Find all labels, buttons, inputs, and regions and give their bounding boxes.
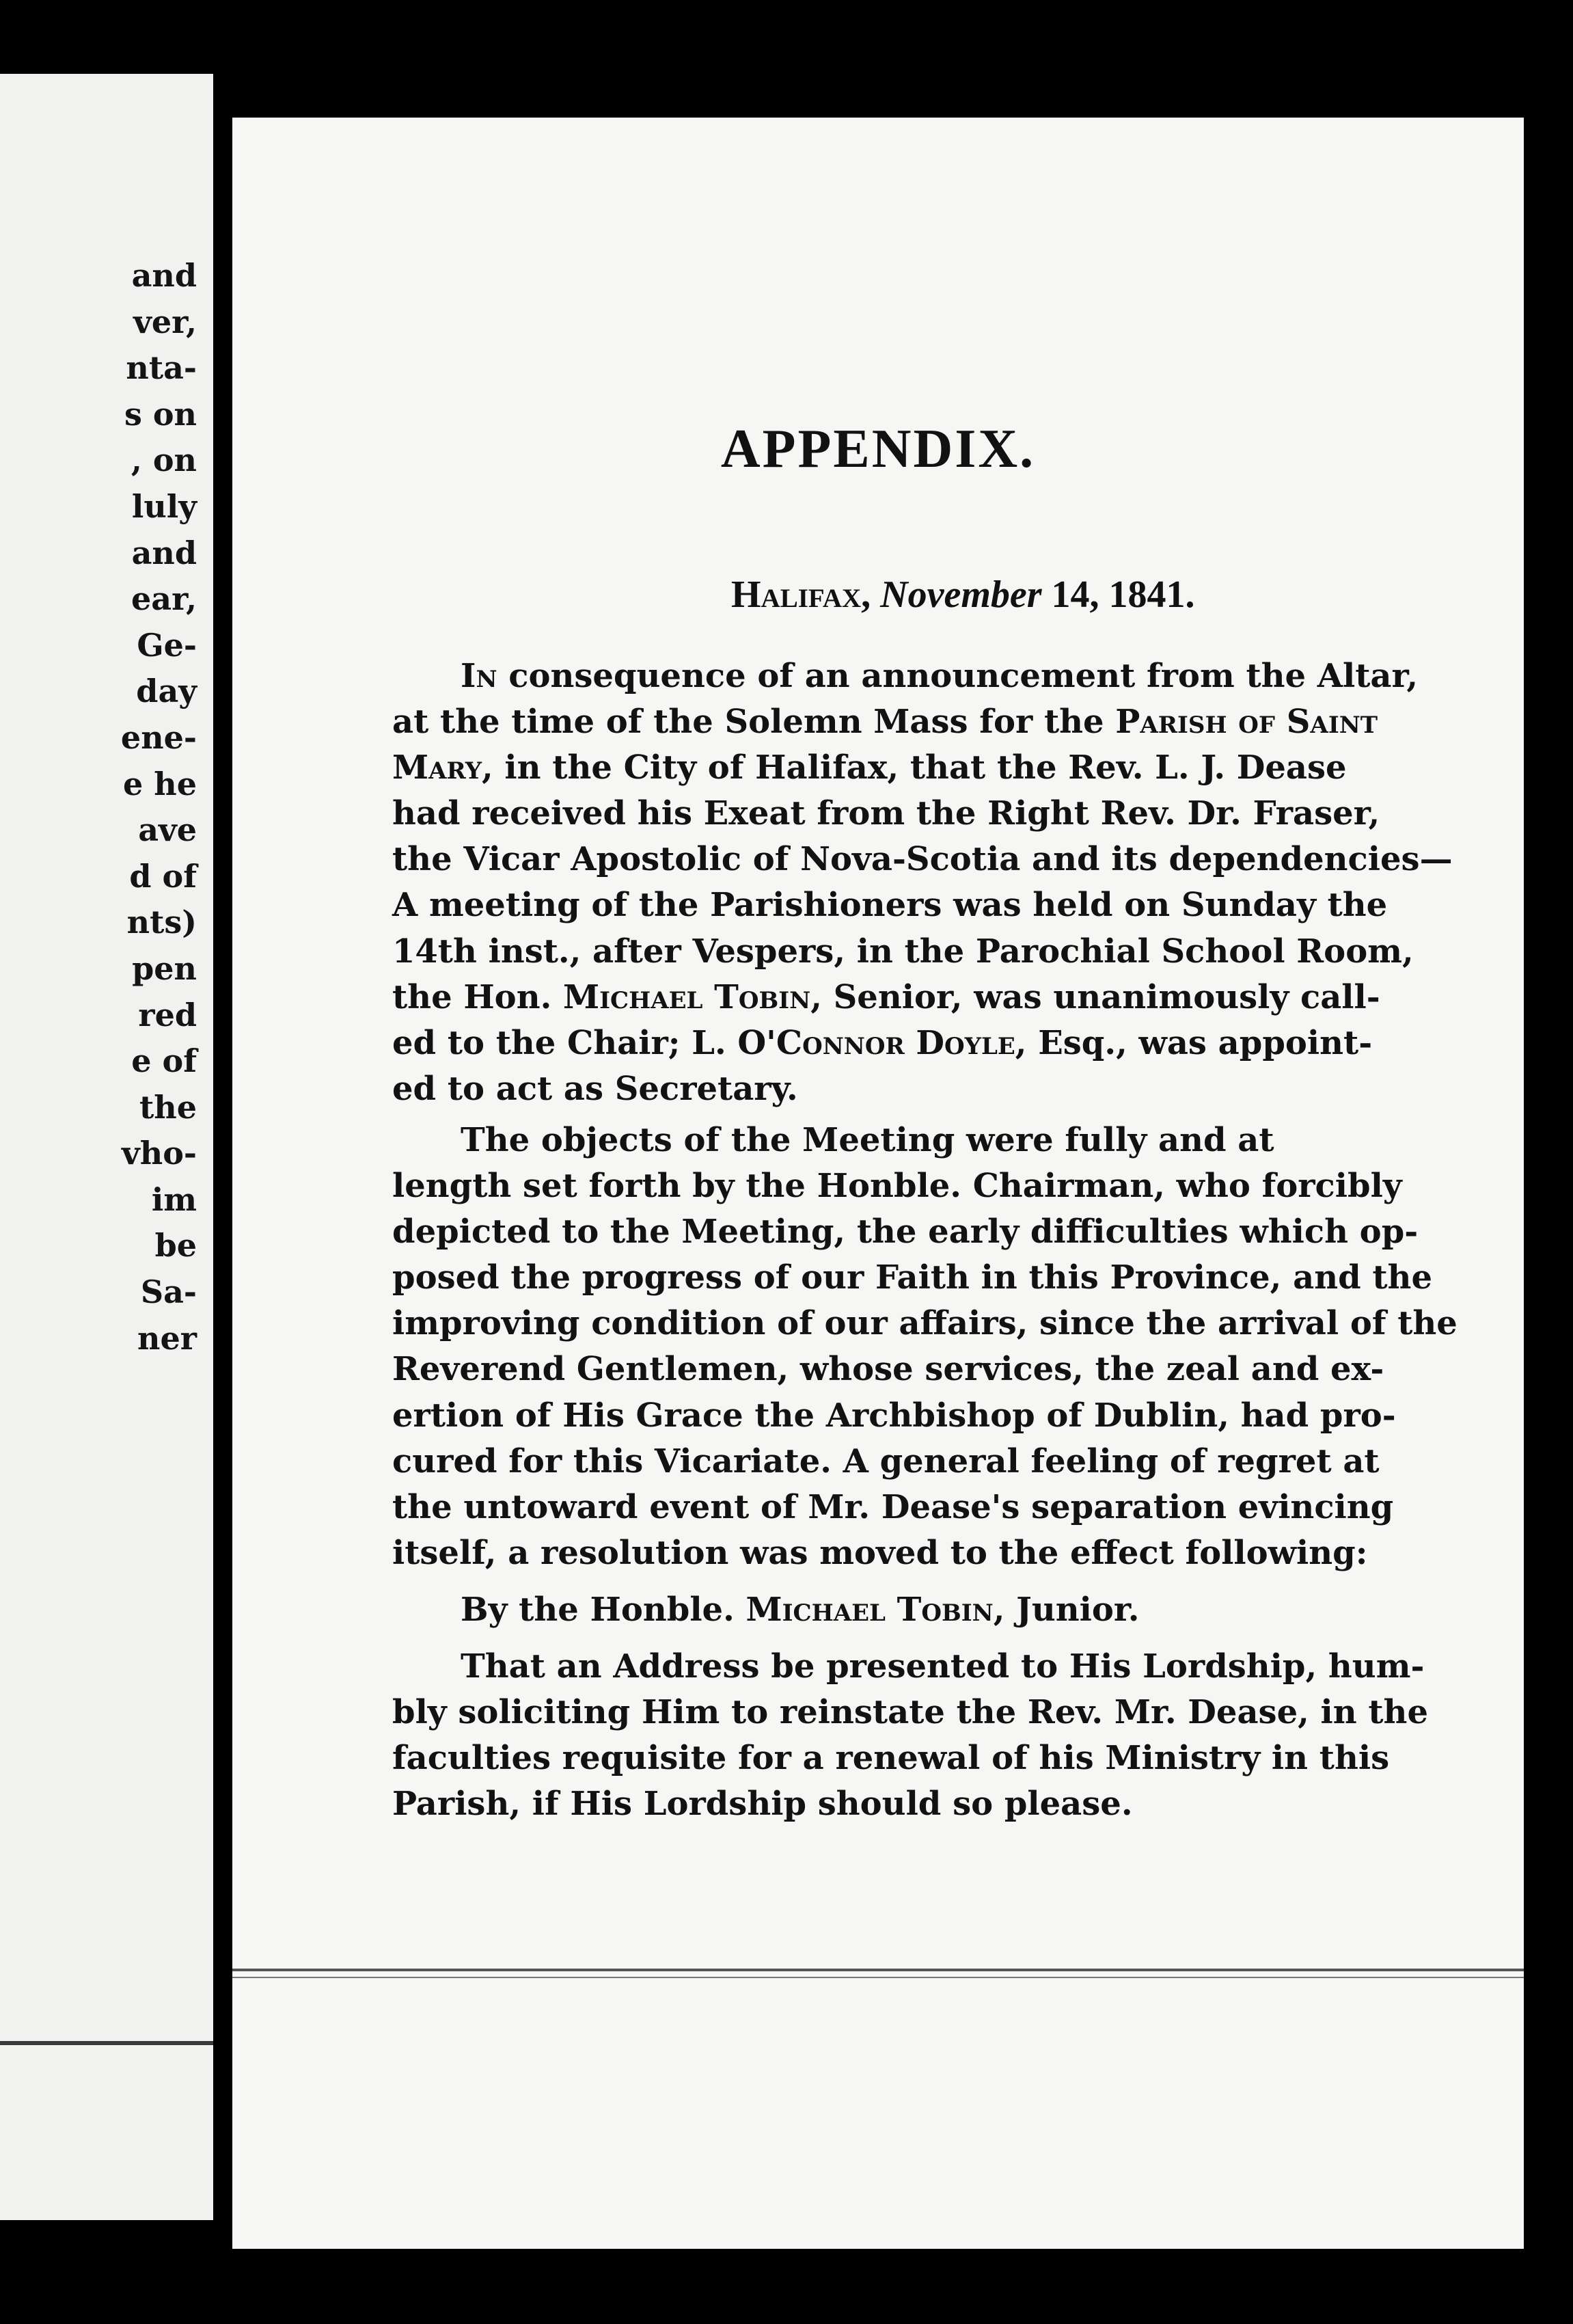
text-line	[392, 975, 1524, 1021]
left-fragment: ene-	[120, 718, 197, 756]
text-line: posed the progress of our Faith in this Province, and the	[392, 1258, 1432, 1297]
parish-name: Parish of Saint	[1115, 703, 1378, 742]
text-line: cured for this Vicariate. A general feeling of regret at	[392, 1442, 1380, 1481]
text-line: faculties requisite for a renewal of his Ministry in this	[392, 1739, 1390, 1778]
person-name: O'Connor Doyle	[737, 1023, 1015, 1062]
person-name: Michael Tobin	[563, 977, 811, 1016]
text-line	[392, 653, 1524, 699]
text-line	[392, 745, 1524, 791]
parish-name-cont: Mary	[392, 748, 482, 787]
left-facing-page	[0, 74, 213, 2220]
page-title: APPENDIX.	[720, 419, 1036, 479]
left-fragment: be	[154, 1227, 197, 1265]
left-fragment: d of	[129, 857, 197, 895]
left-fragment: ner	[137, 1319, 197, 1357]
text-line: improving condition of our affairs, since the arrival of the	[392, 1304, 1458, 1343]
paragraph-lead: In	[461, 657, 497, 695]
text-span: , Junior.	[993, 1590, 1140, 1629]
text-line: Reverend Gentlemen, whose services, the zeal and ex-	[392, 1350, 1384, 1389]
left-page-text-fragments	[121, 253, 197, 1362]
text-span: , Senior, was unanimously call-	[810, 977, 1380, 1016]
left-fragment: ear,	[131, 580, 197, 618]
text-line: depicted to the Meeting, the early difficulties which op-	[392, 1213, 1419, 1252]
left-fragment: Ge-	[137, 626, 197, 664]
text-span: By the Honble.	[461, 1590, 746, 1629]
left-fragment: im	[151, 1180, 197, 1218]
text-span: , in the City of Halifax, that the Rev. L. J. Dease	[482, 748, 1347, 787]
left-fragment: the	[139, 1088, 197, 1126]
text-line	[392, 699, 1524, 745]
text-line: 14th inst., after Vespers, in the Parochial School Room,	[392, 932, 1414, 971]
text-line: Parish, if His Lordship should so please.	[392, 1785, 1133, 1824]
left-page-rule	[0, 2041, 213, 2045]
dateline-day-year: 14, 1841.	[1041, 573, 1195, 616]
left-fragment: ave	[138, 811, 197, 849]
left-fragment: s on	[124, 395, 197, 433]
text-line: the untoward event of Mr. Dease's separation evincing	[392, 1487, 1394, 1526]
dateline-place: Halifax,	[731, 573, 871, 616]
text-line: The objects of the Meeting were fully and at	[461, 1120, 1274, 1159]
left-fragment: day	[136, 673, 197, 710]
text-span: at the time of the Solemn Mass for the	[392, 703, 1116, 742]
left-fragment: and	[131, 534, 197, 571]
text-line	[392, 1021, 1524, 1066]
text-line: ed to act as Secretary.	[392, 1069, 798, 1108]
person-name: Michael Tobin	[746, 1590, 994, 1629]
text-line: length set forth by the Honble. Chairman, who forcibly	[392, 1167, 1402, 1206]
text-span: the Hon.	[392, 977, 564, 1016]
text-line: itself, a resolution was moved to the effect following:	[392, 1533, 1368, 1572]
text-span: ed to the Chair; L.	[392, 1023, 738, 1062]
text-span: consequence of an announcement from the Altar,	[497, 657, 1419, 695]
text-line: had received his Exeat from the Right Rev. Dr. Fraser,	[392, 794, 1380, 833]
left-fragment: e of	[131, 1042, 197, 1080]
left-fragment: red	[138, 996, 197, 1033]
left-fragment: e he	[123, 765, 197, 802]
left-fragment: vho-	[122, 1135, 197, 1172]
page-bottom-rule-secondary	[232, 1977, 1524, 1978]
text-line: the Vicar Apostolic of Nova-Scotia and its dependencies—	[392, 840, 1453, 879]
left-fragment: and	[131, 257, 197, 294]
left-fragment: Sa-	[140, 1273, 197, 1311]
left-fragment: pen	[132, 949, 197, 987]
left-fragment: ver,	[133, 303, 197, 340]
main-page	[232, 118, 1524, 2249]
left-fragment: luly	[131, 487, 197, 525]
text-line: A meeting of the Parishioners was held on Sunday the	[392, 886, 1388, 925]
text-line: ertion of His Grace the Archbishop of Dublin, had pro-	[392, 1396, 1396, 1435]
resolution-mover	[392, 1587, 1524, 1633]
body-text	[392, 653, 1524, 1827]
text-span: , Esq., was appoint-	[1015, 1023, 1373, 1062]
dateline	[731, 573, 1195, 617]
text-line: That an Address be presented to His Lordship, hum-	[461, 1647, 1425, 1686]
left-fragment: , on	[131, 442, 197, 479]
page-bottom-rule	[232, 1969, 1524, 1971]
left-fragment: nta-	[126, 349, 197, 387]
left-fragment: nts)	[126, 904, 197, 941]
text-line: bly soliciting Him to reinstate the Rev. Mr. Dease, in the	[392, 1693, 1428, 1732]
dateline-month: November	[880, 573, 1042, 616]
